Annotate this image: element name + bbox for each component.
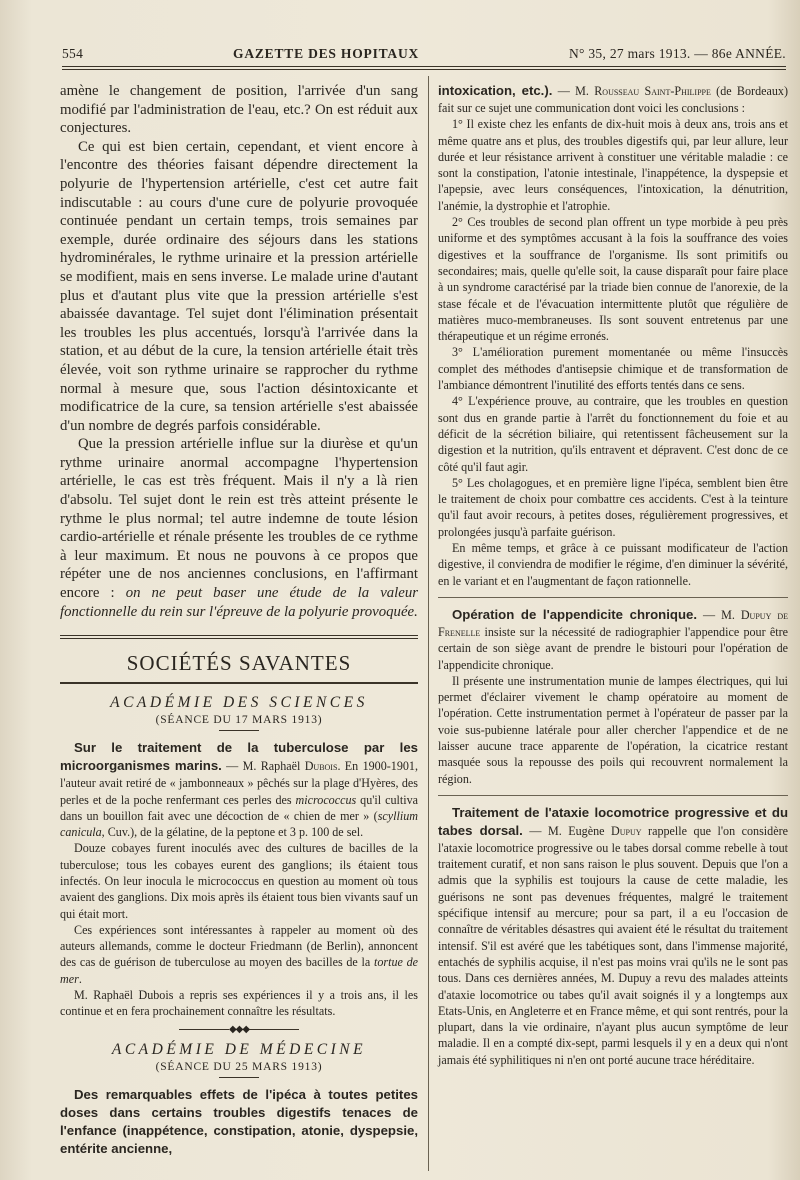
header-rule [62,66,786,70]
author-name: Dupuy [611,823,642,838]
academy-title: ACADÉMIE DES SCIENCES [110,694,368,712]
page-number: 554 [62,46,84,61]
column-divider [428,76,429,1171]
author-name: Dupuy de Frenelle [438,607,788,639]
section-rule [60,635,418,639]
article-headline: Sur le traitement de la tuberculose par les microorganismes marins. [60,740,418,774]
conclusion-item: 4° L'expérience prouve, au contraire, que les troubles en question sont dus en grande partie à l'arrêt du fonctionnement du foie et au déficit de la sécrétion biliaire, qui retentissent fâcheusement sur la digestion et la nutrition, qu'ils entravent et dépravent. C'est donc de ce côté qu'il faut agir. [438,394,788,474]
article: Sur le traitement de la tuberculose par les microorganismes marins. — M. Raphaël Dubois. En 1900-1901, l'auteur avait retiré de « jambonneaux » pêchés sur la plage d'Hyères, des perles et de la poche renfermant ces perles des micrococcus qu'il cultiva dans un bouillon fait avec une décoction de « chien de mer » (scyllium canicula, Cuv.), de la gélatine, de la peptone et 3 p. 100 de sel. [60,740,418,840]
paragraph: Que la pression artérielle influe sur la diurèse et qu'un rythme urinaire anormal accompagne l'hypertension artérielle, le cas est très fréquent. Mais il n'y a là rien d'absolu. Tel sujet dont le rein est très atteint présente le rythme le plus normal; tel autre indemne de toute lésion cardio-artérielle et rénale présente les troubles de ce rythme à leur maximum. Et nous ne pouvons à ce propos que répéter une de nos anciennes conclusions, en l'affirmant encore : on ne peut baser une étude de la valeur fonctionnelle du rein sur l'épreuve de la polyurie provoquée. [60,436,418,620]
short-rule [219,730,259,731]
author-name: Dubois [304,759,338,774]
conclusion-italic: on ne peut baser une étude de la valeur fonctionnelle du rein sur l'épreuve de la polyurie provoquée. [60,585,418,620]
conclusion-item: 2° Ces troubles de second plan offrent un type morbide à peu près uniforme et des symptômes accusant à la fois la souffrance des voies digestives et la souffrance de l'organisme. Ils sont primitifs ou secondaires; mais, quelle qu'elle soit, la cause disparaît pour faire place à un syndrome caractérisé par la triade bien connue de l'anorexie, de la stase fécale et de l'évacuation intermittente plutôt que régulière de matières muco-membraneuses. Ils sont souvent entretenus par une thérapeutique et un régime erronés. [438,215,788,344]
conclusion-item: 3° L'amélioration purement momentanée ou même l'insuccès complet des méthodes d'antisepsie chimique et de transformation de l'ambiance démontrent l'inutilité des efforts tentés dans ce sens. [438,345,788,393]
paragraph: Douze cobayes furent inoculés avec des cultures de bacilles de la tuberculose; tous les cobayes eurent des ganglions; ils étaient tous infectés. On leur inocula le micrococcus en question au moment où tous avaient des ganglions. Dix mois après ils étaient tous bien vivants sauf un qui était mort. [60,841,418,921]
seance-date: (SÉANCE DU 25 MARS 1913) [155,1060,323,1073]
article-headline: Traitement de l'ataxie locomotrice progressive et du tabes dorsal. [438,804,788,838]
page-header [62,44,786,64]
article-headline: Des remarquables effets de l'ipéca à toutes petites doses dans certains troubles digestifs tenaces de l'enfance (inappétence, constipation, atonie, dyspepsie, entérite ancienne, [60,1086,418,1156]
conclusion-item: 5° Les cholagogues, et en première ligne l'ipéca, semblent bien être le traitement de choix pour combattre ces accidents. C'est à la teinture qu'il faut avoir recours, à petites doses, régulièrement progressives, et prolongées jusqu'à parfaite guérison. [438,475,788,539]
article-separator [438,795,788,796]
section-title: SOCIÉTÉS SAVANTES [126,651,352,676]
paragraph: En même temps, et grâce à ce puissant modificateur de l'action digestive, il conviendra de modifier le régime, d'en diminuer la sévérité, en le variant et en l'augmentant de façon rationnelle. [438,541,788,588]
seance-date: (SÉANCE DU 17 MARS 1913) [155,714,323,727]
paragraph: M. Raphaël Dubois a repris ses expériences il y a trois ans, il les continue et en fera prochainement connaître les résultats. [60,988,418,1019]
article-intro: intoxication, etc.). — M. Rousseau Saint-Philippe (de Bordeaux) fait sur ce sujet une communication dont voici les conclusions : [438,83,788,115]
article-headline: Opération de l'appendicite chronique. [452,606,698,622]
article: Traitement de l'ataxie locomotrice progressive et du tabes dorsal. — M. Eugène Dupuy rappelle que l'on considère l'ataxie locomotrice progressive ou le tabes dorsal comme rebelle à tout traitement curatif, et non sans raison le plus souvent. Depuis que l'on a admis que la syphilis est toujours la cause de cette maladie, les guérisons ne sont pas devenues fréquentes, malgré le traitement spécifique intensif au mercure; pour sa part, il a eu l'occasion de connaître de véritables désastres qui avaient été le résultat du traitement intensif. S'il est avéré que les tabétiques sont, dans l'immense majorité, entachés de syphilis acquise, il n'est pas moins vrai qu'ils ne le sont pas tous. Dans ces dernières années, M. Dupuy a revu des malades atteints d'ataxie locomotrice ou tabes qu'il avait soignés il y a longtemps aux Etats-Unis, en Angleterre et en France même, et qui sont rentrés, pour la plupart, dans la vie ordinaire, n'ayant plus aucun symptôme de leur maladie. Il en a compté dix-sept, parmi lesquels il y en a deux qui n'ont jamais été syphilitiques ni n'en ont porté aucune trace héréditaire. [438,804,788,1067]
article: Opération de l'appendicite chronique. — M. Dupuy de Frenelle insiste sur la nécessité de radiographier l'appendice pour être certain de son siège avant de prendre le bistouri pour l'opération de l'appendicite chronique. [438,606,788,672]
academy-title: ACADÉMIE DE MÉDECINE [111,1040,367,1058]
issue-info: N° 35, 27 mars 1913. — 86e ANNÉE. [568,46,786,61]
paragraph: Il présente une instrumentation munie de lampes électriques, qui lui permet d'éclairer vivement le champ opératoire au moment de l'opération. Cette instrumentation permet à l'opérateur de passer par la voie sus-pubienne latérale pour aller chercher l'appendice et de ne laisser aucune trace apparente de l'opération, la cicatrice restant masquée sous la repousse des poils qui recouvrent normalement la région. [438,673,788,786]
paragraph: Ce qui est bien certain, cependant, et vient encore à l'encontre des théories faisant dépendre directement la polyurie de l'hypertension artérielle, c'est cet autre fait indiscutable : au cours d'une cure de polyurie provoquée continuée pendant un certain temps, trois semaines par exemple, durée ordinaire des séjours dans les stations hydrominérales, le rythme urinaire et la pression artérielle se modifient, mais en sens inverse. Le malade urine d'autant plus et d'autant plus vite que la pression artérielle s'est abaissée davantage. Tel sujet dont l'élimination présentait les troubles les plus accentués, lorsqu'à l'arrivée dans la station, et au début de la cure, la tension artérielle était très élevée, voit son rythme urinaire se rapprocher du rythme normal à mesure que, sous l'action désintoxicante et modificatrice de la cure, sa tension artérielle s'est abaissée d'un nombre de degrés parfois considérable. [60,138,418,434]
article-separator [438,597,788,598]
conclusion-item: 1° Il existe chez les enfants de dix-huit mois à deux ans, trois ans et même quatre ans et plus, des troubles digestifs qui, par leur allure, leur durée et leur résistance arrivent à constituer une véritable maladie : ce sont la constipation, l'atonie intestinale, l'inappétence, la dyspepsie et l'apepsie, avec leurs conséquences, l'intoxication, la dénutrition, l'anémie, la dystrophie et l'atrophie. [438,117,788,213]
section-title-rule [60,682,418,684]
ornament-divider: ◆◆◆ [60,1024,418,1035]
right-column [438,82,788,1068]
paragraph: Ces expériences sont intéressantes à rappeler au moment où des auteurs allemands, comme le docteur Friedmann (de Berlin), annoncent des cas de guérison de tuberculose au moyen des bacilles de la tortue de mer. [60,922,418,986]
author-name: Rousseau Saint-Philippe [594,84,711,98]
paragraph: amène le changement de position, l'arrivée d'un sang modifié par l'administration de l'eau, etc.? On est réduit aux conjectures. [60,83,418,137]
short-rule [219,1077,259,1078]
journal-title: GAZETTE DES HOPITAUX [233,46,420,61]
left-column [60,82,418,1158]
